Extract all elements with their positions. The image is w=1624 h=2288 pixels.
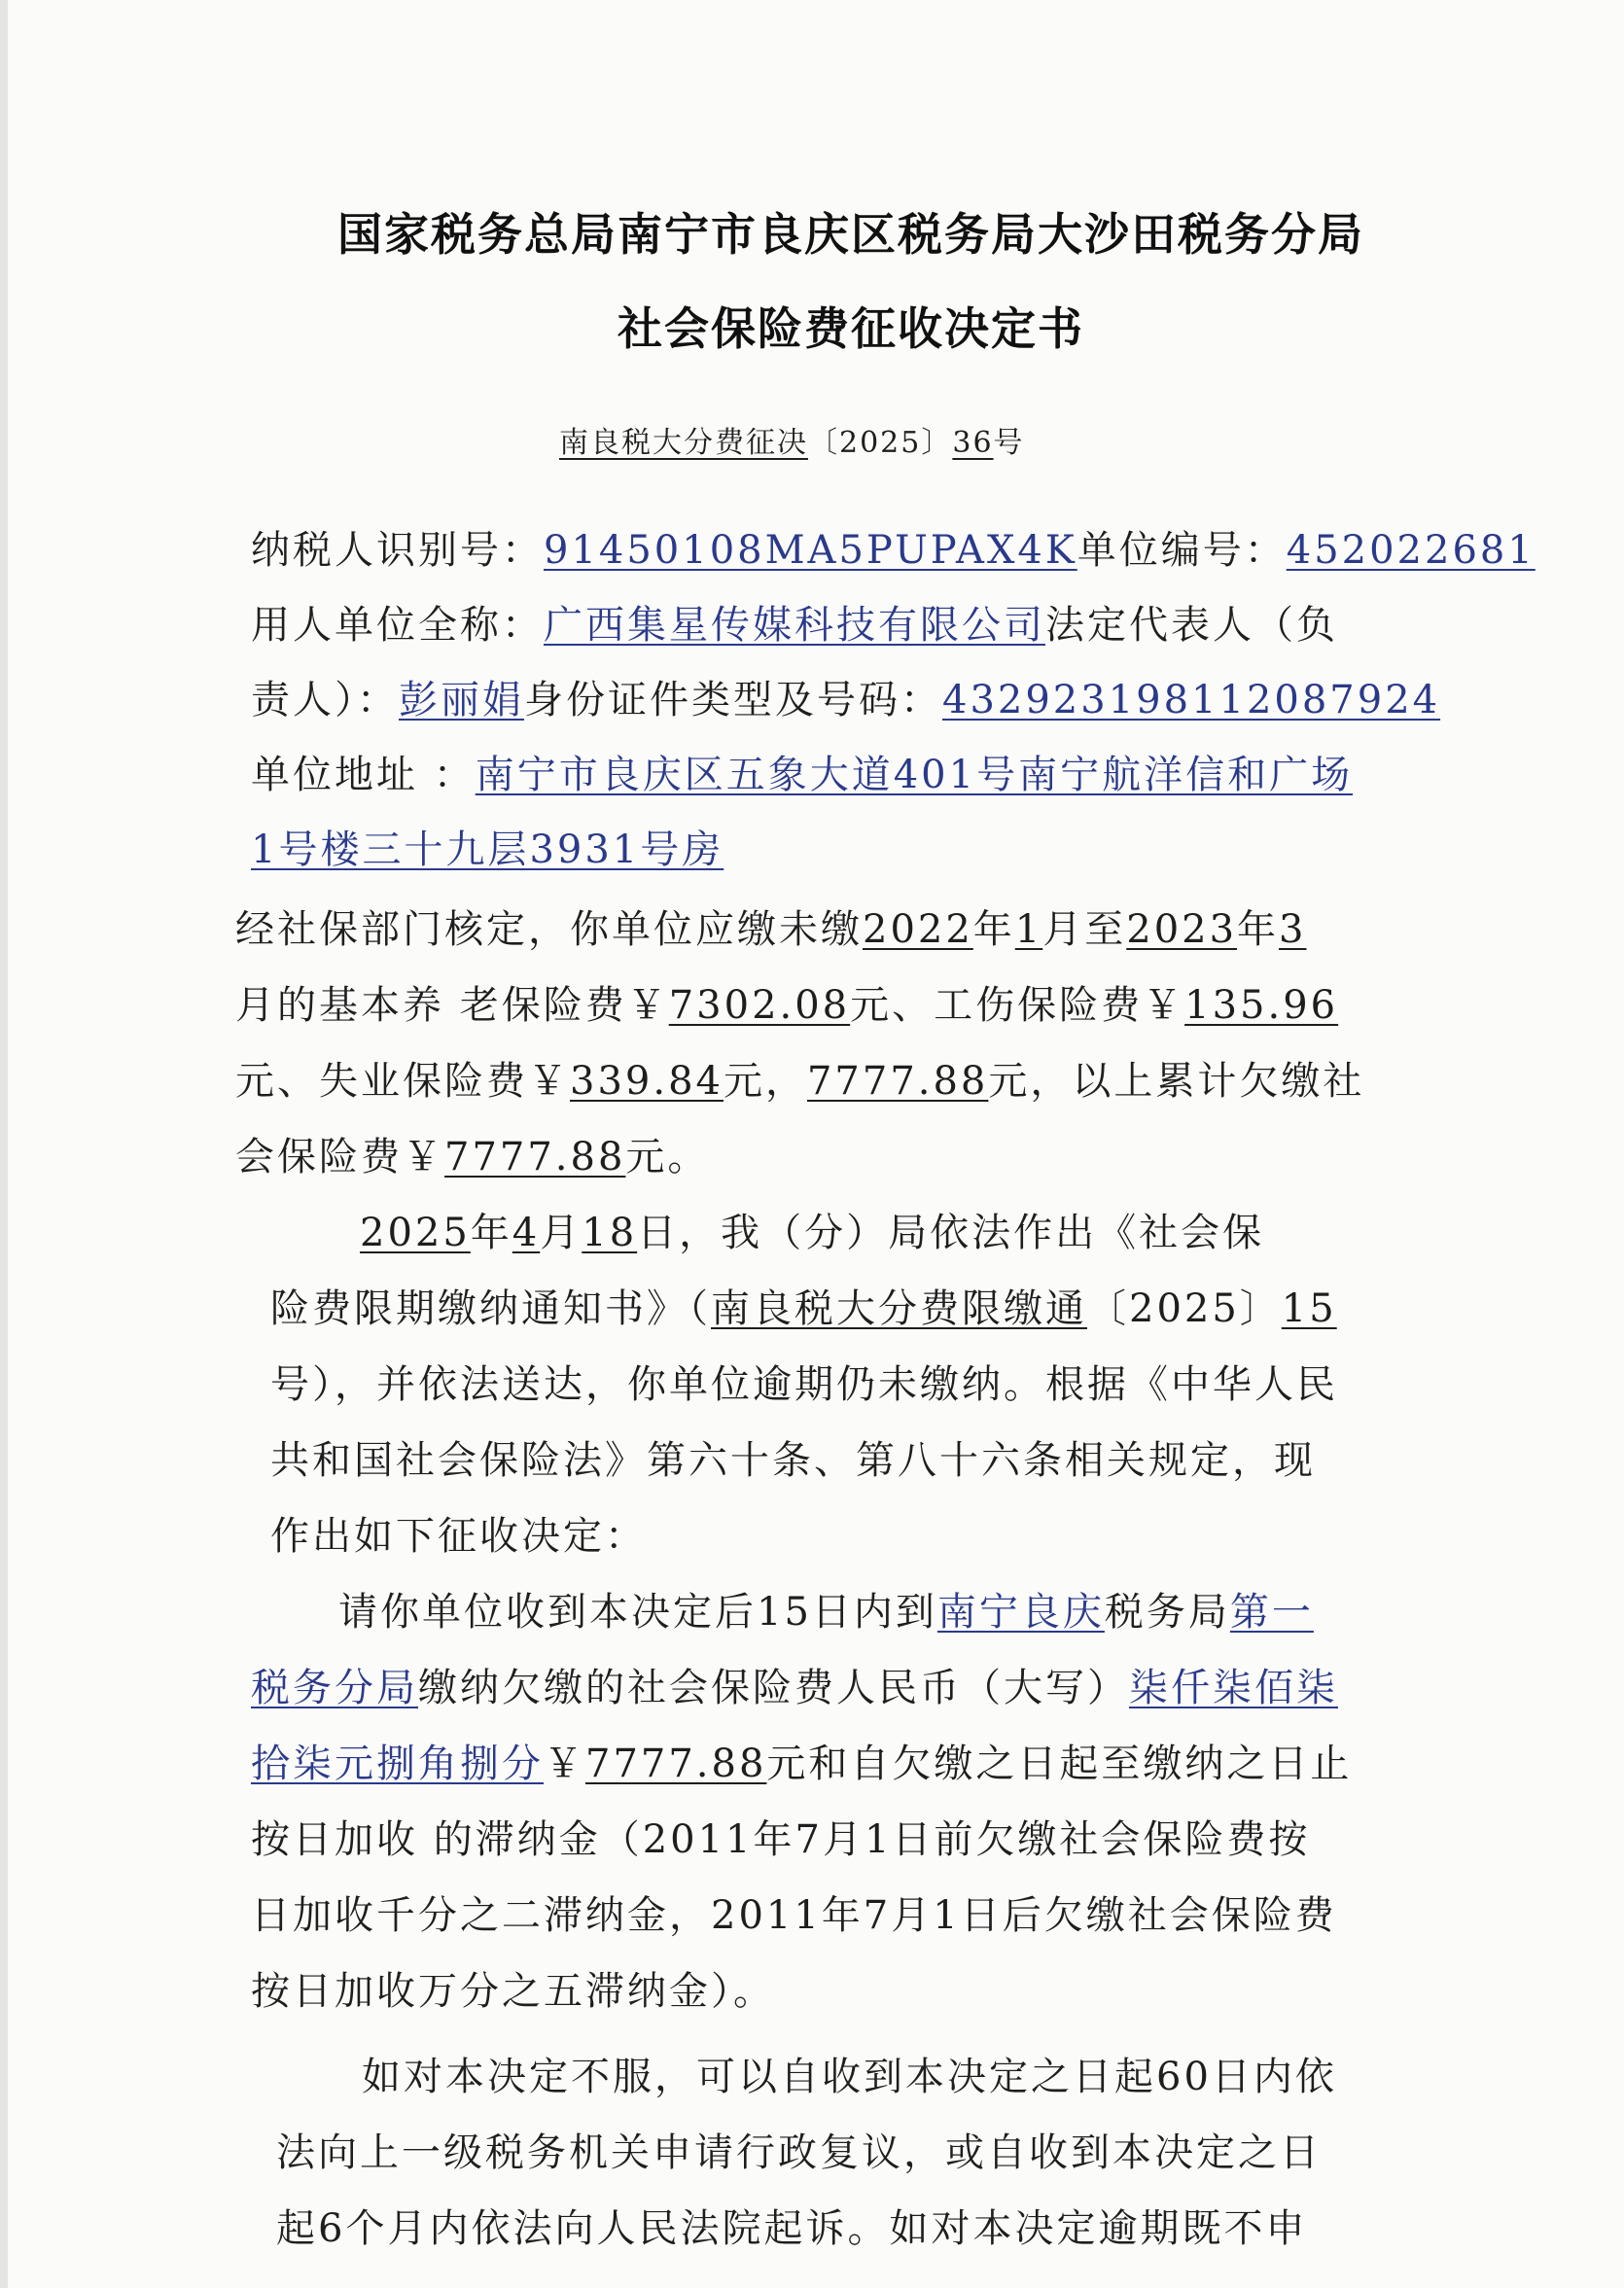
- notice-date-day: 18: [582, 1211, 638, 1255]
- p1-text-c2: 元，: [723, 1059, 807, 1104]
- legal-rep-label-a: 法定代表人（负: [1045, 603, 1338, 648]
- p3-text-a2: 税务局: [1104, 1590, 1230, 1635]
- legal-rep: 彭丽娟: [399, 678, 524, 722]
- p3-text-c1: ￥: [544, 1742, 585, 1786]
- p1-text-a1: 经社保部门核定，你单位应缴未缴: [235, 907, 863, 952]
- legal-rep-label-b: 责人）：: [251, 678, 399, 722]
- p4-line-3: 起6个月内依法向人民法院起诉。如对本决定逾期既不申: [276, 2206, 1308, 2251]
- p1-line-4: [235, 1132, 709, 1182]
- p2-line-2: [270, 1284, 1337, 1334]
- scan-edge: [0, 0, 8, 2288]
- p1-line-3: [235, 1056, 1364, 1107]
- payment-office: 南宁良庆: [936, 1590, 1105, 1635]
- p2-line-1: [360, 1208, 1264, 1258]
- p2-line-3: 号），并依法送达，你单位逾期仍未缴纳。根据《中华人民: [270, 1362, 1338, 1407]
- payment-branch-b: 税务分局: [251, 1666, 418, 1710]
- from-year: 2022: [863, 907, 973, 952]
- p2-text-a1: 年: [470, 1211, 512, 1255]
- amount-in-words-a: 柒仟柒佰柒: [1129, 1666, 1338, 1710]
- id-label: 身份证件类型及号码：: [524, 678, 942, 722]
- to-month: 3: [1279, 907, 1307, 952]
- unit-name: 广西集星传媒科技有限公司: [544, 603, 1045, 648]
- p3-text-a1: 请你单位收到本决定后15日内到: [338, 1590, 937, 1635]
- p1-text-a3: 月至: [1042, 907, 1127, 952]
- p3-line-2: [251, 1663, 1338, 1713]
- from-month: 1: [1014, 907, 1043, 952]
- pension-amount: 7302.08: [668, 983, 851, 1028]
- p2-line-5: 作出如下征收决定：: [270, 1514, 647, 1559]
- info-line-4: [251, 750, 1353, 800]
- p2-line-4: 共和国社会保险法》第六十条、第八十六条相关规定，现: [270, 1438, 1316, 1483]
- p1-text-a2: 年: [972, 907, 1015, 952]
- title-line-2: 社会保险费征收决定书: [618, 302, 1084, 355]
- info-line-1: [251, 525, 1536, 576]
- unit-code-label: 单位编号：: [1077, 528, 1287, 573]
- p3-text-b1: 缴纳欠缴的社会保险费人民币（大写）: [418, 1666, 1129, 1710]
- doc-number-prefix: 南良税大分费征决: [559, 426, 808, 460]
- address-label: 单位地址 ：: [251, 753, 476, 797]
- info-line-2: [251, 600, 1338, 651]
- p3-text-c2: 元和自欠缴之日起至缴纳之日止: [766, 1742, 1353, 1786]
- p3-line-5: 日加收千分之二滞纳金，2011年7月1日后欠缴社会保险费: [251, 1893, 1337, 1938]
- p4-line-1: 如对本决定不服，可以自收到本决定之日起60日内依: [362, 2055, 1337, 2099]
- sum-amount: 7777.88: [806, 1059, 989, 1104]
- p3-line-6: 按日加收万分之五滞纳金）。: [251, 1969, 775, 2014]
- title-line-1: 国家税务总局南宁市良庆区税务局大沙田税务分局: [337, 208, 1364, 261]
- amount-in-figures: 7777.88: [585, 1742, 767, 1786]
- p2-text-b1: 险费限期缴纳通知书》（: [270, 1286, 711, 1331]
- p1-text-b2: 元、工伤保险费￥: [850, 983, 1185, 1028]
- payment-branch-a: 第一: [1229, 1590, 1314, 1635]
- notice-date-month: 4: [512, 1211, 541, 1255]
- p3-line-3: [251, 1739, 1352, 1789]
- doc-number-suffix: 号: [993, 426, 1025, 460]
- p1-line-1: [235, 904, 1307, 955]
- p2-text-a3: 日，我（分）局依法作出《社会保: [637, 1211, 1265, 1255]
- p1-text-d1: 会保险费￥: [235, 1135, 444, 1179]
- doc-number-num: 36: [952, 426, 994, 460]
- address-part-1: 南宁市良庆区五象大道401号南宁航洋信和广场: [475, 753, 1354, 797]
- notice-number: 15: [1281, 1286, 1337, 1331]
- p1-text-a4: 年: [1237, 907, 1280, 952]
- doc-number-year: 〔2025〕: [808, 426, 953, 460]
- taxpayer-id-label: 纳税人识别号：: [251, 528, 544, 573]
- p1-text-c1: 元、失业保险费￥: [235, 1059, 570, 1104]
- document-number: [559, 418, 1025, 461]
- info-line-5: [251, 825, 724, 875]
- p3-line-4: 按日加收 的滞纳金（2011年7月1日前欠缴社会保险费按: [251, 1817, 1311, 1862]
- p2-text-a2: 月: [540, 1211, 583, 1255]
- info-line-3: [251, 675, 1440, 725]
- notice-number-year: 〔2025〕: [1087, 1286, 1282, 1331]
- p1-line-2: [235, 980, 1338, 1031]
- p4-line-2: 法向上一级税务机关申请行政复议，或自收到本决定之日: [276, 2130, 1322, 2175]
- address-part-2: 1号楼三十九层3931号房: [251, 827, 724, 872]
- amount-in-words-b: 拾柒元捌角捌分: [251, 1742, 544, 1786]
- notice-date-year: 2025: [360, 1211, 471, 1255]
- p1-text-d2: 元。: [625, 1135, 710, 1179]
- p1-text-c3: 元，以上累计欠缴社: [988, 1059, 1365, 1104]
- p1-text-b1: 月的基本养 老保险费￥: [235, 983, 669, 1028]
- taxpayer-id: 91450108MA5PUPAX4K: [544, 528, 1077, 573]
- total-arrears: 7777.88: [444, 1135, 626, 1179]
- id-number: 432923198112087924: [942, 678, 1441, 722]
- notice-number-prefix: 南良税大分费限缴通: [711, 1286, 1087, 1331]
- unemployment-amount: 339.84: [570, 1059, 724, 1104]
- p3-line-1: [338, 1587, 1314, 1637]
- to-year: 2023: [1126, 907, 1238, 952]
- injury-amount: 135.96: [1184, 983, 1339, 1028]
- unit-name-label: 用人单位全称：: [251, 603, 544, 648]
- unit-code: 452022681: [1286, 528, 1536, 573]
